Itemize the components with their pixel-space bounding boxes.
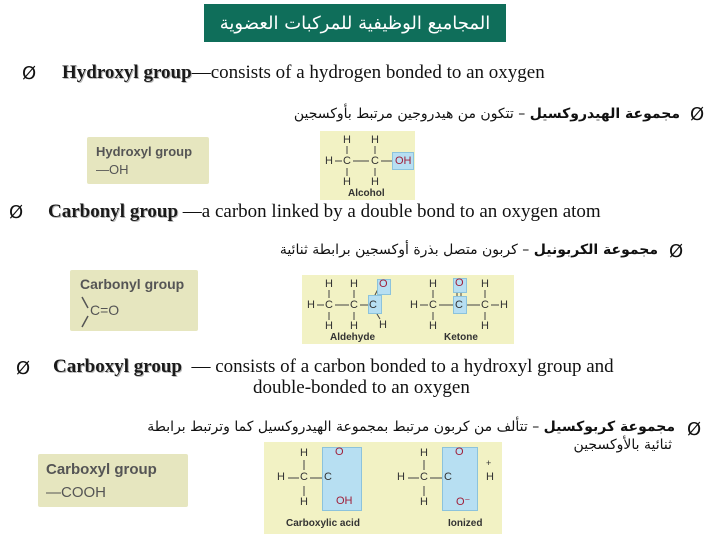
hydroxyl-desc: —consists of a hydrogen bonded to an oxygen: [191, 62, 545, 83]
bullet-icon: Ø: [687, 419, 702, 440]
structure-label: Carboxylic acid: [286, 518, 360, 529]
hydroxyl-term: Hydroxyl group: [62, 62, 192, 83]
aldehyde-carbonyl-carbon: C: [369, 299, 377, 311]
card-formula: C=O: [90, 302, 120, 318]
hydroxyl-ar-line: [294, 106, 680, 122]
carbonyl-term: Carbonyl group: [48, 201, 179, 222]
hydroxyl-highlight: OH: [395, 155, 412, 167]
structure-label: Alcohol: [348, 188, 385, 199]
carboxyl-ar-line2: ثنائية بالأوكسجين: [573, 437, 672, 453]
carboxyl-en-line: [53, 356, 614, 378]
carboxylic-oxygen: O: [335, 446, 344, 458]
carboxyl-desc-line2: double-bonded to an oxygen: [253, 377, 470, 398]
structure-label: Ionized: [448, 518, 483, 529]
ionized-carbon: C: [444, 471, 452, 483]
bullet-icon: Ø: [690, 104, 705, 125]
structure-label: Aldehyde: [330, 332, 376, 343]
hydroxyl-en-line: [62, 62, 545, 84]
carbonyl-ar-desc: – كربون متصل بذرة أوكسجين برابطة ثنائية: [279, 242, 530, 258]
card-formula: —OH: [96, 162, 129, 177]
carboxyl-desc: — consists of a carbon bonded to a hydroxyl group and: [191, 356, 614, 377]
carboxyl-card: [38, 454, 188, 507]
aldehyde-oxygen: O: [379, 278, 388, 290]
carbonyl-en-line: [48, 201, 601, 223]
ketone-oxygen: O: [455, 277, 464, 289]
ionized-oxygen: O: [455, 446, 464, 458]
ketone-carbonyl-carbon: C: [455, 299, 463, 311]
carboxyl-ar-desc: – تتألف من كربون مرتبط بمجموعة الهيدروكسيل كما وترتبط برابطة: [147, 419, 540, 435]
hydroxyl-card: [87, 137, 209, 184]
ionized-oxygen-anion: O⁻: [456, 496, 471, 508]
carbonyl-structures: H H H C C C O H H H Aldehyde H H H C C O C H H H Ketone: [302, 275, 514, 344]
hydroxyl-ar-term: مجموعة الهيدروكسيل: [529, 106, 680, 122]
ionized-hydrogen: H: [486, 471, 494, 483]
page-title: المجاميع الوظيفية للمركبات العضوية: [204, 4, 506, 42]
structure-label: Ketone: [444, 332, 478, 343]
carboxyl-ar-line: [147, 419, 675, 435]
plus-sign: +: [486, 458, 492, 468]
hydroxyl-ar-desc: – تتكون من هيدروجين مرتبط بأوكسجين: [293, 106, 526, 122]
carbonyl-card: [70, 270, 198, 331]
card-title: Hydroxyl group: [96, 144, 193, 159]
bullet-icon: Ø: [22, 63, 37, 84]
carbonyl-ar-term: مجموعة الكربونيل: [533, 242, 658, 258]
bullet-icon: Ø: [669, 241, 684, 262]
bullet-icon: Ø: [16, 358, 31, 379]
bullet-icon: Ø: [9, 202, 24, 223]
carboxylic-hydroxyl: OH: [336, 495, 353, 507]
carboxyl-term: Carboxyl group: [53, 356, 182, 377]
carboxylic-carbon: C: [324, 471, 332, 483]
card-title: Carboxyl group: [46, 461, 157, 478]
carboxyl-ar-term: مجموعة كربوكسيل: [543, 419, 675, 435]
card-title: Carbonyl group: [80, 276, 185, 292]
alcohol-structure: H H H C C OH H H Alcohol: [320, 131, 415, 200]
carbonyl-ar-line: [280, 242, 658, 258]
carbonyl-desc: —a carbon linked by a double bond to an oxygen atom: [182, 201, 601, 222]
card-formula: —COOH: [46, 484, 106, 501]
carboxyl-structures: H H C O C OH H Carboxylic acid H H C O C O⁻ H + H Ionized: [264, 442, 502, 534]
